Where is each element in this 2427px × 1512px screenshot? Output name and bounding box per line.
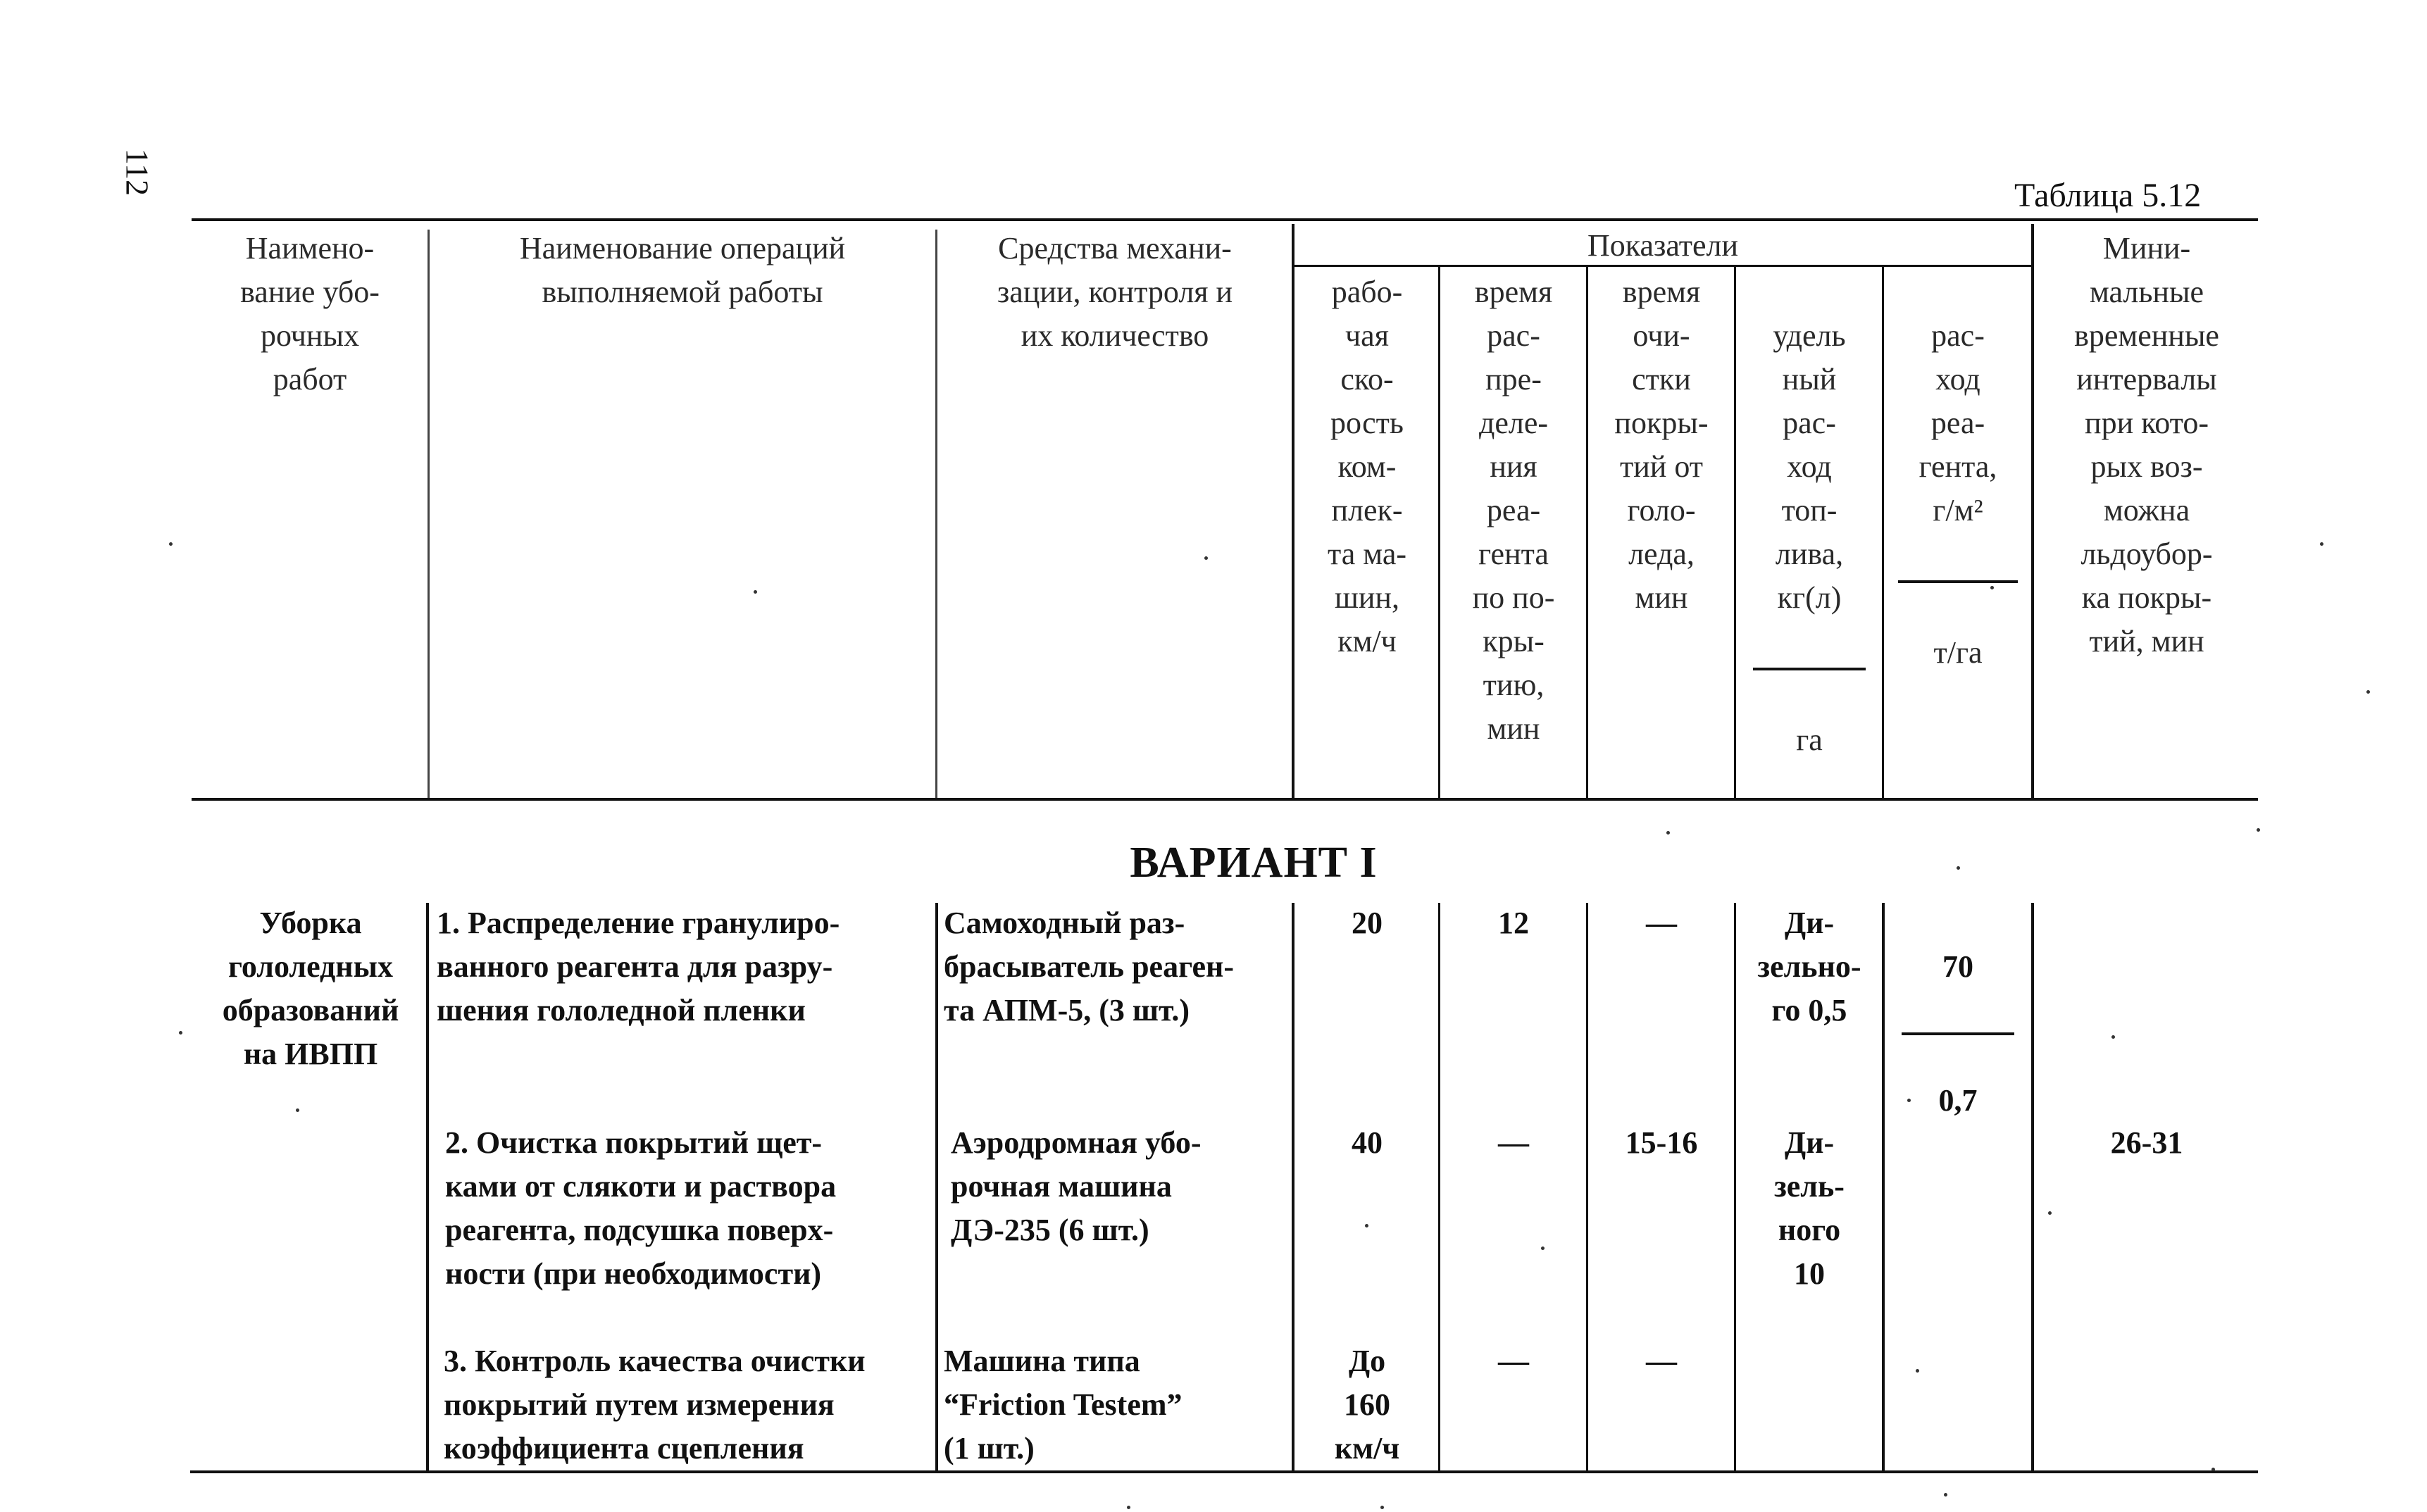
header-fuel-numerator: удель ный рас- ход топ- лива, кг(л) <box>1773 318 1846 615</box>
row-2-means: Аэродромная убо- рочная машина ДЭ-235 (6 шт.) <box>951 1125 1202 1247</box>
variant-title: ВАРИАНТ I <box>1130 839 1378 887</box>
row-1-means: Самоходный раз- брасыватель реаген- та АПМ-5, (3 шт.) <box>944 906 1235 1027</box>
scan-speck <box>1957 866 1960 870</box>
row-1-reagent-denominator: 0,7 <box>1938 1083 1978 1118</box>
header-means: Средства механи- зации, контроля и их количество <box>997 231 1233 353</box>
row-3-reagent <box>1885 1339 2031 1470</box>
header-divider <box>1882 266 1884 798</box>
header-divider <box>1438 266 1440 798</box>
header-speed: рабо- чая ско- рость ком- плек- та ма- шин, км/ч <box>1327 275 1407 658</box>
row-1-distribution-time: 12 <box>1498 906 1529 940</box>
table-caption: Таблица 5.12 <box>2014 177 2202 214</box>
row-3-cleaning-time: — <box>1646 1344 1677 1378</box>
row-3-operation: 3. Контроль качества очистки покрытий путем измерения коэффициента сцепления <box>444 1344 866 1466</box>
scan-speck <box>1380 1506 1384 1509</box>
body-divider <box>1734 903 1736 1470</box>
scan-speck <box>1365 1224 1368 1227</box>
scan-speck <box>179 1031 182 1035</box>
header-bottom-rule <box>192 798 2258 801</box>
row-1-cleaning-time: — <box>1646 906 1677 940</box>
header-divider <box>2031 224 2034 798</box>
work-name-cell: Уборка гололедных образований на ИВПП <box>222 906 399 1071</box>
scan-speck <box>2211 1468 2215 1471</box>
scan-speck <box>2257 828 2260 832</box>
scan-speck <box>1944 1493 1947 1497</box>
row-2-cleaning-time: 15-16 <box>1625 1125 1698 1160</box>
scan-speck <box>1990 586 1994 589</box>
scan-speck <box>2320 542 2323 546</box>
row-1-reagent-numerator: 70 <box>1942 949 1973 984</box>
scan-speck <box>754 590 757 594</box>
row-3-distribution-time: — <box>1498 1344 1529 1378</box>
row-2-distribution-time: — <box>1498 1125 1529 1160</box>
header-reagent-numerator: рас- ход реа- гента, г/м² <box>1918 318 1997 527</box>
header-work-name: Наимено- вание убо- рочных работ <box>240 231 380 396</box>
header-min-intervals: Мини- мальные временные интервалы при кото- рых воз- можна льдоубор- ка покры- тий, мин <box>2074 231 2219 658</box>
scan-speck <box>296 1108 299 1112</box>
body-divider <box>2031 903 2034 1470</box>
row-2-reagent <box>1885 1121 2031 1252</box>
header-divider <box>1586 266 1588 798</box>
fraction-line <box>1753 668 1866 670</box>
scan-speck <box>1127 1506 1130 1509</box>
table-top-rule <box>192 218 2258 221</box>
scan-speck <box>1907 1099 1911 1102</box>
scan-speck <box>1204 556 1208 560</box>
header-cleaning-time: время очи- стки покры- тий от голо- леда, мин <box>1614 275 1709 615</box>
row-1-operation: 1. Распределение гранулиро- ванного реагента для разру- шения гололедной пленки <box>437 906 840 1027</box>
header-indicators-group: Показатели <box>1587 228 1739 263</box>
body-divider <box>1586 903 1588 1470</box>
table-bottom-rule <box>190 1470 2258 1473</box>
header-divider <box>428 230 430 798</box>
row-2-min-interval: 26-31 <box>2110 1125 2183 1160</box>
scan-speck <box>2048 1211 2052 1215</box>
header-reagent-denominator: т/га <box>1933 635 1983 670</box>
header-divider <box>1734 266 1736 798</box>
scan-speck <box>1666 831 1670 835</box>
row-2-operation: 2. Очистка покрытий щет- ками от слякоти и раствора реагента, подсушка поверх- ности (при необходимости) <box>445 1125 837 1291</box>
scan-speck <box>169 542 173 546</box>
body-divider <box>1292 903 1294 1470</box>
header-distribution-time: время рас- пре- деле- ния реа- гента по по- кры- тию, мин <box>1472 275 1555 746</box>
header-operation-name: Наименование операций выполняемой работы <box>519 231 846 309</box>
page-number: 112 <box>119 148 156 196</box>
header-divider <box>1292 224 1294 798</box>
header-reagent-consumption <box>1885 270 2031 718</box>
scan-speck <box>1541 1247 1545 1250</box>
row-2-fuel: Ди- зель- ного 10 <box>1774 1125 1845 1291</box>
scan-speck <box>2111 1035 2115 1039</box>
row-1-speed: 20 <box>1352 906 1383 940</box>
fraction-line <box>1902 1032 2014 1035</box>
body-divider <box>1438 903 1440 1470</box>
header-divider <box>935 230 937 798</box>
header-fuel-consumption <box>1737 270 1882 806</box>
row-3-speed: До 160 км/ч <box>1334 1344 1400 1466</box>
row-3-means: Машина типа “Friction Testem” (1 шт.) <box>944 1344 1183 1466</box>
fraction-line <box>1898 580 2018 583</box>
scan-speck <box>1916 1369 1919 1373</box>
scan-speck <box>2366 690 2370 694</box>
header-fuel-denominator: га <box>1796 723 1823 757</box>
row-2-speed: 40 <box>1352 1125 1383 1160</box>
row-1-fuel: Ди- зельно- го 0,5 <box>1757 906 1861 1027</box>
